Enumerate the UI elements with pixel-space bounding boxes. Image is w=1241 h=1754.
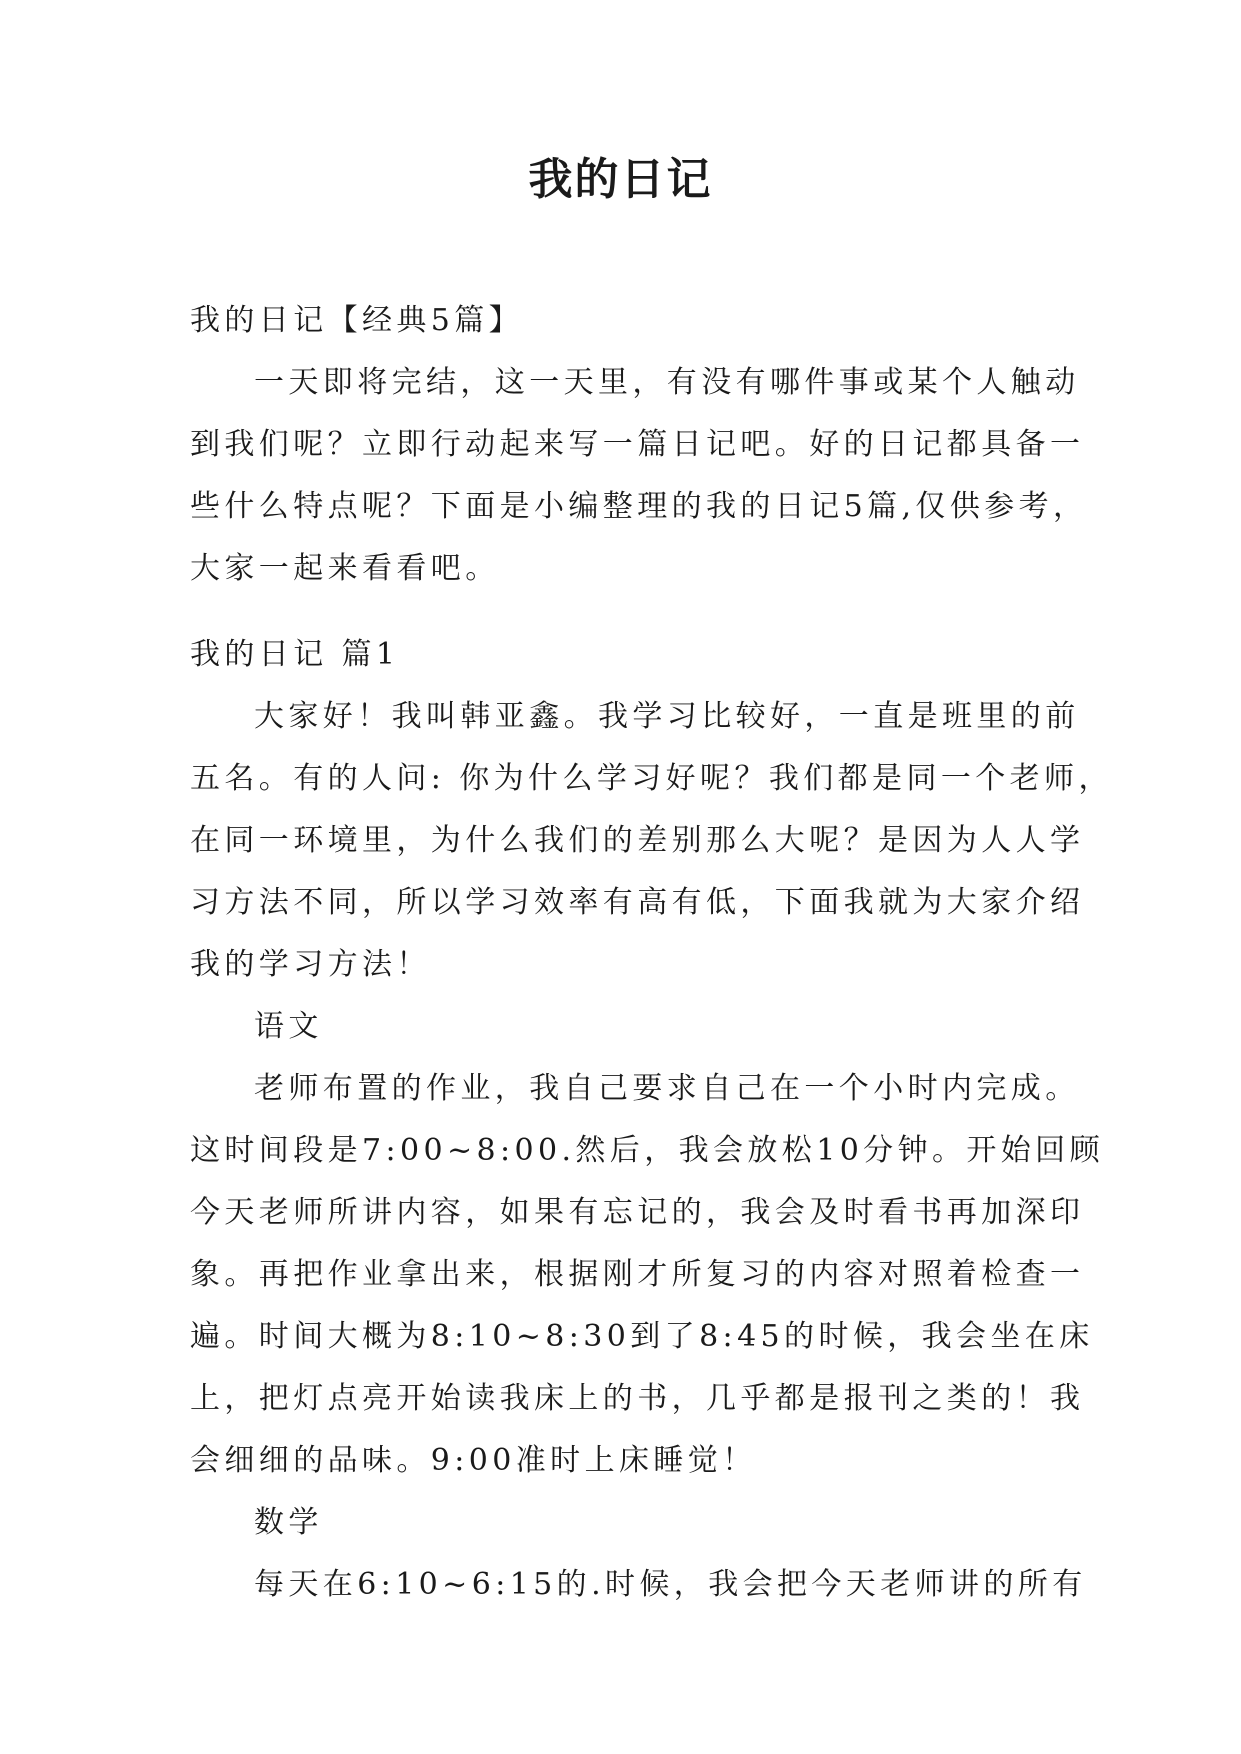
document-title: 我的日记: [528, 154, 713, 205]
text-line: 这时间段是7:00~8:00.然后，我会放松10分钟。开始回顾: [190, 1133, 1104, 1168]
text-line: 每天在6:10~6:15的.时候，我会把今天老师讲的所有: [254, 1567, 1087, 1602]
text-line: 我的日记【经典5篇】: [190, 303, 524, 338]
text-line: 上，把灯点亮开始读我床上的书，几乎都是报刊之类的！我: [190, 1381, 1085, 1416]
text-line: 习方法不同，所以学习效率有高有低，下面我就为大家介绍: [190, 885, 1085, 920]
text-line: 大家一起来看看吧。: [190, 551, 500, 586]
text-line: 到我们呢？立即行动起来写一篇日记吧。好的日记都具备一: [190, 427, 1085, 462]
paragraph-gap: [190, 600, 1070, 624]
text-line: 遍。时间大概为8:10~8:30到了8:45的时候，我会坐在床: [190, 1319, 1094, 1354]
text-line: 我的学习方法！: [190, 947, 431, 982]
text-line: 大家好！我叫韩亚鑫。我学习比较好，一直是班里的前: [254, 699, 1080, 734]
text-line: 象。再把作业拿出来，根据刚才所复习的内容对照着检查一: [190, 1257, 1085, 1292]
text-line: 在同一环境里，为什么我们的差别那么大呢？是因为人人学: [190, 823, 1085, 858]
text-line: 些什么特点呢？下面是小编整理的我的日记5篇,仅供参考，: [190, 489, 1088, 524]
text-line: 我的日记 篇1: [190, 637, 400, 672]
text-line: 会细细的品味。9:00准时上床睡觉！: [190, 1443, 757, 1478]
text-line: 五名。有的人问: 你为什么学习好呢？我们都是同一个老师，: [190, 761, 1113, 796]
document-body: [190, 290, 1113, 1616]
text-line: 老师布置的作业，我自己要求自己在一个小时内完成。: [254, 1071, 1080, 1106]
text-line: 数学: [254, 1505, 323, 1540]
text-line: 语文: [254, 1009, 323, 1044]
text-line: 一天即将完结，这一天里，有没有哪件事或某个人触动: [254, 365, 1080, 400]
text-line: 今天老师所讲内容，如果有忘记的，我会及时看书再加深印: [190, 1195, 1085, 1230]
